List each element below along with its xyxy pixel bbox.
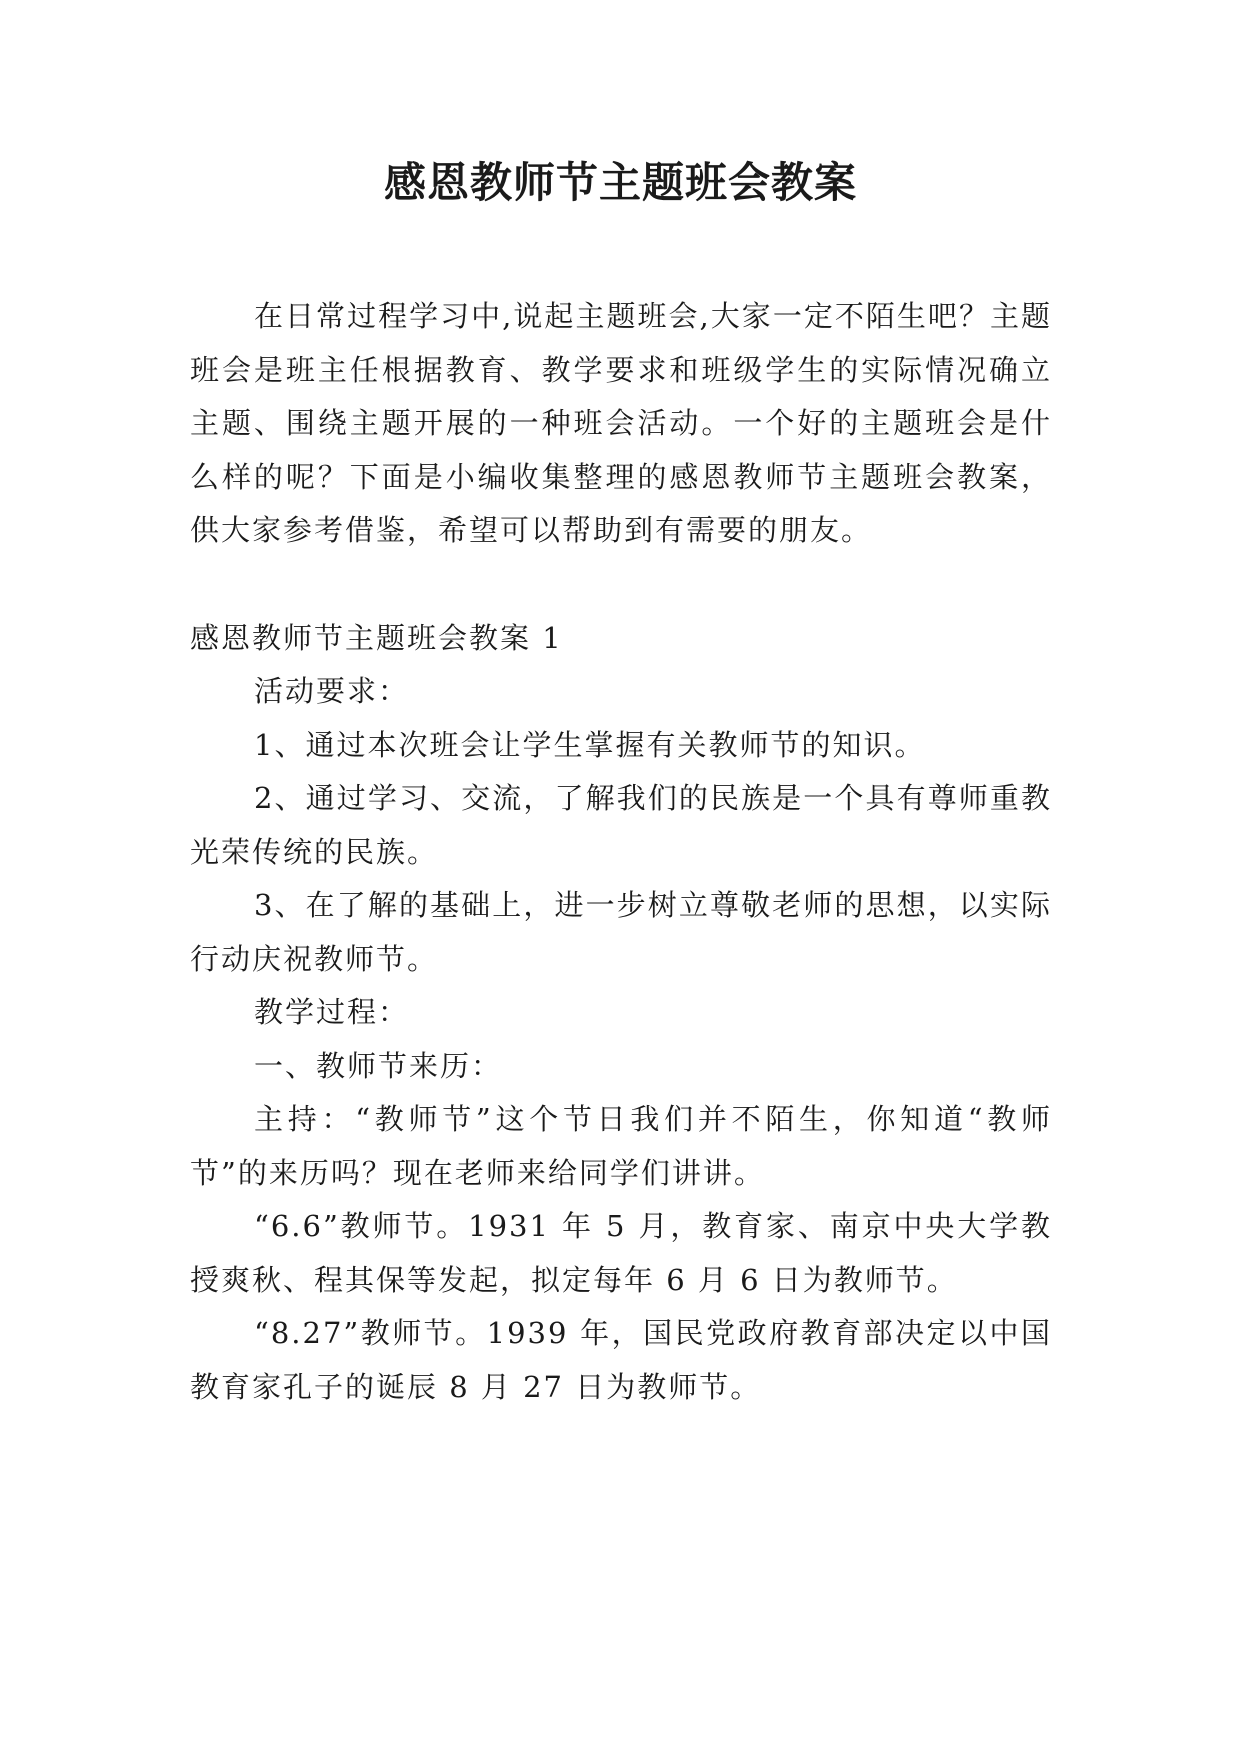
paragraph-item-1: 1、通过本次班会让学生掌握有关教师节的知识。	[254, 727, 926, 762]
document-title: 感恩教师节主题班会教案	[383, 158, 857, 207]
paragraph-june-six: “6.6”教师节。1931 年 5 月，教育家、南京中央大学教授爽秋、程其保等发起，拟定每年 6 月 6 日为教师节。	[190, 1209, 1052, 1297]
spacer	[190, 558, 1052, 612]
paragraph-item-3: 3、在了解的基础上，进一步树立尊敬老师的思想，以实际行动庆祝教师节。	[190, 888, 1052, 976]
paragraph-august-27: “8.27”教师节。1939 年，国民党政府教育部决定以中国教育家孔子的诞辰 8 月 27 日为教师节。	[190, 1316, 1052, 1404]
paragraph-teaching-process: 教学过程：	[254, 995, 410, 1029]
document-body	[190, 290, 1052, 1414]
paragraph-item-2: 2、通过学习、交流，了解我们的民族是一个具有尊师重教光荣传统的民族。	[190, 781, 1052, 869]
paragraph-section-one: 一、教师节来历：	[254, 1048, 503, 1083]
paragraph-host: 主持：“教师节”这个节日我们并不陌生，你知道“教师节”的来历吗？现在老师来给同学们讲讲。	[190, 1102, 1052, 1190]
intro-paragraph: 在日常过程学习中,说起主题班会,大家一定不陌生吧？主题班会是班主任根据教育、教学要求和班级学生的实际情况确立主题、围绕主题开展的一种班会活动。一个好的主题班会是什么样的呢？下面是小编收集整理的感恩教师节主题班会教案，供大家参考借鉴，希望可以帮助到有需要的朋友。	[190, 299, 1052, 547]
paragraph-activity-requirements: 活动要求：	[254, 674, 410, 708]
section-heading: 感恩教师节主题班会教案 1	[190, 620, 563, 655]
